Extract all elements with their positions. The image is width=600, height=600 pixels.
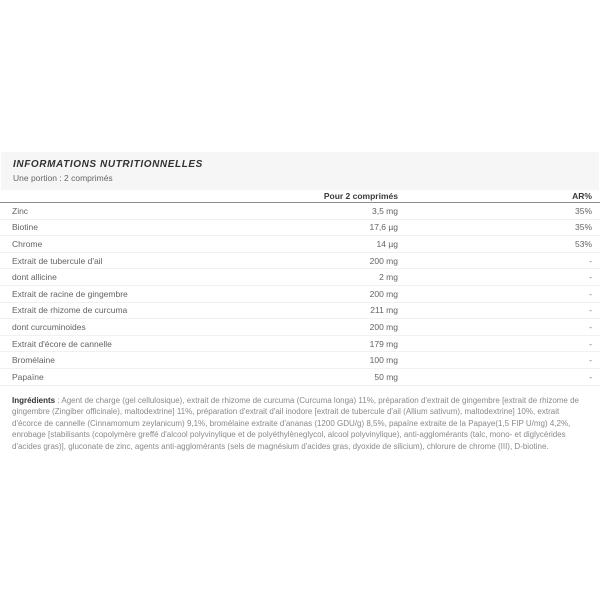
nutrient-label: Bromélaine	[12, 355, 55, 366]
nutrient-ar: -	[589, 288, 592, 299]
nutrient-ar: -	[589, 321, 592, 332]
nutrient-amount: 200 mg	[369, 288, 398, 299]
table-row	[0, 336, 600, 353]
panel-header	[1, 152, 599, 190]
table-row	[0, 220, 600, 237]
ingredients-text: : Agent de charge (gel cellulosique), extrait de rhizome de curcuma (Curcuma longa) 11%, préparation d'extrait de gingembre [extrait de rhizome de gingembre (Zingiber officinale), maltodextrine] 11%, préparation d'extrait d'ail inodore [extrait de tubercule d'ail (Allium sativum), maltodextrine] 10%, extrait d'écorce de cannelle (Cinnamomum zeylanicum) 9,1%, bromélaine extraite d'ananas (1200 GDU/g) 8,5%, papaïne extraite de la Papaye(1,5 FIP U/mg) 4,2%, enrobage [stabilisants (copolymère greffé d'alcool polyvinylique et de polyéthylèneglycol, alcool polyvinylique), anti-agglomérants (talc, mono- et diglycérides d'acides gras)], gluconate de zinc, agents anti-agglomérants (sels de magnésium d'acides gras, dyoxide de silicium), chlorure de chrome (III), D-biotine.	[12, 395, 579, 451]
ingredients-label: Ingrédients	[12, 395, 56, 405]
nutrient-label: Extrait d'écore de cannelle	[12, 338, 112, 349]
nutrient-label: dont curcuminoides	[12, 321, 86, 332]
nutrient-label: Papaïne	[12, 371, 44, 382]
nutrient-amount: 211 mg	[370, 305, 398, 316]
nutrient-amount: 50 mg	[374, 371, 398, 382]
ar-column-header: AR%	[572, 191, 592, 201]
panel-title: INFORMATIONS NUTRITIONNELLES	[13, 159, 203, 170]
table-row	[0, 369, 600, 386]
table-row	[0, 319, 600, 336]
nutrient-ar: 53%	[574, 238, 592, 249]
table-row	[0, 203, 600, 220]
nutrient-ar: 35%	[574, 222, 592, 233]
nutrient-amount: 100 mg	[369, 355, 398, 366]
nutrient-ar: -	[589, 371, 592, 382]
nutrient-label: Extrait de tubercule d'ail	[12, 255, 103, 266]
nutrient-ar: -	[589, 305, 592, 316]
nutrient-ar: -	[589, 338, 592, 349]
table-row	[0, 352, 600, 369]
nutrient-label: Biotine	[12, 222, 38, 233]
nutrient-amount: 200 mg	[369, 321, 398, 332]
nutrient-label: Extrait de racine de gingembre	[12, 288, 128, 299]
panel-subtitle: Une portion : 2 comprimés	[13, 173, 113, 183]
nutrient-amount: 2 mg	[379, 272, 398, 283]
nutrient-label: dont allicine	[12, 272, 57, 283]
nutrient-amount: 179 mg	[369, 338, 398, 349]
nutrient-ar: -	[589, 255, 592, 266]
nutrient-label: Extrait de rhizome de curcuma	[12, 305, 128, 316]
nutrient-label: Chrome	[12, 238, 43, 249]
nutrient-amount: 17,6 µg	[369, 222, 398, 233]
nutrient-ar: -	[589, 355, 592, 366]
nutrient-amount: 14 µg	[376, 238, 398, 249]
ingredients-paragraph	[0, 395, 600, 453]
table-header-row	[0, 190, 600, 203]
nutrient-ar: 35%	[574, 205, 592, 216]
table-row	[0, 269, 600, 286]
nutrient-ar: -	[589, 272, 592, 283]
nutrient-amount: 200 mg	[369, 255, 398, 266]
table-row	[0, 253, 600, 270]
nutrient-label: Zinc	[12, 205, 29, 216]
table-row	[0, 286, 600, 303]
amount-column-header: Pour 2 comprimés	[323, 191, 398, 201]
table-row	[0, 236, 600, 253]
table-row	[0, 303, 600, 320]
nutrient-amount: 3,5 mg	[372, 205, 398, 216]
nutrition-table	[0, 190, 600, 386]
